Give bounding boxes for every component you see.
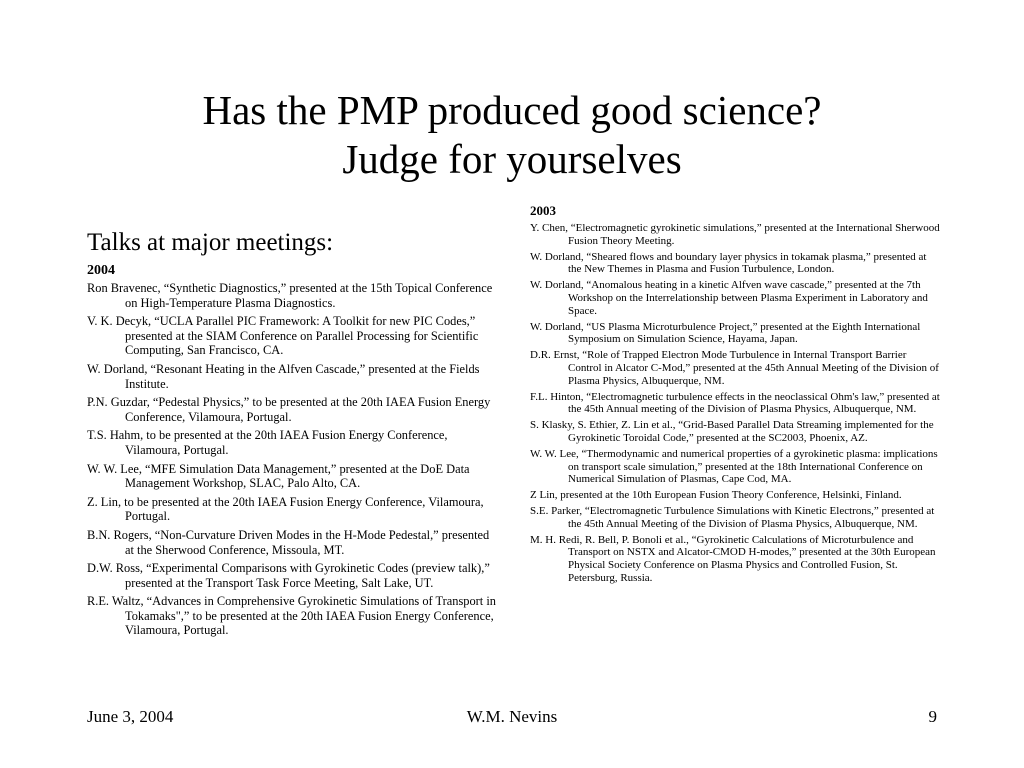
reference-item: Ron Bravenec, “Synthetic Diagnostics,” presented at the 15th Topical Conference on High-Temperature Plasma Diagnostics. — [87, 281, 493, 310]
reference-item: Z. Lin, to be presented at the 20th IAEA Fusion Energy Conference, Vilamoura, Portugal. — [87, 494, 484, 524]
reference-item: W. Dorland, “US Plasma Microturbulence Project,” presented at the Eighth International Symposium on Simulation Science, Hayama, Japan. — [530, 320, 921, 346]
footer-author: W.M. Nevins — [466, 707, 558, 726]
slide-title-line-1: Has the PMP produced good science? — [202, 87, 822, 133]
reference-item: T.S. Hahm, to be presented at the 20th IAEA Fusion Energy Conference, Vilamoura, Portugal. — [87, 428, 448, 457]
footer-date: June 3, 2004 — [87, 707, 174, 726]
slide-title-line-2: Judge for yourselves — [342, 136, 682, 182]
reference-item: M. H. Redi, R. Bell, P. Bonoli et al., “Gyrokinetic Calculations of Microturbulence and Transport on NSTX and Alcator-CMOD H-modes,” presented at the 30th European Physical Society Conference on Plasma Physics and Controlled Fusion, St. Petersburg, Russia. — [530, 533, 936, 584]
reference-item: W. Dorland, “Resonant Heating in the Alfven Cascade,” presented at the Fields Institute. — [87, 361, 480, 391]
reference-item: B.N. Rogers, “Non-Curvature Driven Modes in the H-Mode Pedestal,” presented at the Sherwood Conference, Missoula, MT. — [87, 527, 490, 557]
reference-item: F.L. Hinton, “Electromagnetic turbulence effects in the neoclassical Ohm's law,” presented at the 45th Annual meeting of the Division of Plasma Physics, Albuquerque, NM. — [530, 390, 940, 416]
reference-item: S. Klasky, S. Ethier, Z. Lin et al., “Grid-Based Parallel Data Streaming implemented for the Gyrokinetic Toroidal Code,” presented at the SC2003, Phoenix, AZ. — [530, 419, 934, 444]
left-column — [87, 228, 497, 642]
reference-item: W. Dorland, “Anomalous heating in a kinetic Alfven wave cascade,” presented at the 7th Workshop on the Interrelationship between Plasma Experiment in Laboratory and Space. — [530, 279, 928, 317]
reference-item: R.E. Waltz, “Advances in Comprehensive Gyrokinetic Simulations of Transport in Tokamaks",” to be presented at the 20th IAEA Fusion Energy Conference, Vilamoura, Portugal. — [87, 594, 496, 638]
slide-footer — [0, 707, 1024, 735]
year-heading-2003: 2003 — [530, 203, 556, 218]
reference-item: Z Lin, presented at the 10th European Fusion Theory Conference, Helsinki, Finland. — [530, 489, 902, 502]
reference-item: D.W. Ross, “Experimental Comparisons with Gyrokinetic Codes (preview talk),” presented at the Transport Task Force Meeting, Salt Lake, UT. — [87, 561, 490, 590]
reference-item: W. W. Lee, “Thermodynamic and numerical properties of a gyrokinetic plasma: implications on transport scale simulation,” presented at the 18th International Conference on Numerical Simulation of Plasmas, Cape Cod, MA. — [530, 447, 938, 486]
reference-list-2003 — [530, 222, 942, 585]
slide-title — [0, 86, 1024, 184]
reference-item: S.E. Parker, “Electromagnetic Turbulence Simulations with Kinetic Electrons,” presented at the 45th Annual Meeting of the Division of Plasma Physics, Albuquerque, NM. — [530, 504, 935, 530]
reference-item: V. K. Decyk, “UCLA Parallel PIC Framework: A Toolkit for new PIC Codes,” presented at the SIAM Conference on Parallel Processing for Scientific Computing, San Francisco, CA. — [87, 314, 479, 358]
reference-item: W. Dorland, “Sheared flows and boundary layer physics in tokamak plasma,” presented at the New Themes in Plasma and Fusion Turbulence, London. — [530, 250, 927, 276]
year-heading-2004: 2004 — [87, 263, 115, 278]
reference-item: D.R. Ernst, “Role of Trapped Electron Mode Turbulence in Internal Transport Barrier Control in Alcator C-Mod,” presented at the 45th Annual Meeting of the Division of Plasma Physics, Albuquerque, NM. — [530, 349, 939, 387]
reference-list-2004 — [87, 281, 497, 638]
right-column — [530, 203, 942, 588]
reference-item: W. W. Lee, “MFE Simulation Data Management,” presented at the DoE Data Management Workshop, SLAC, Palo Alto, CA. — [87, 461, 470, 491]
reference-item: Y. Chen, “Electromagnetic gyrokinetic simulations,” presented at the International Sherwood Fusion Theory Meeting. — [530, 222, 940, 247]
reference-item: P.N. Guzdar, “Pedestal Physics,” to be presented at the 20th IAEA Fusion Energy Conference, Vilamoura, Portugal. — [87, 395, 491, 424]
page-number: 9 — [928, 707, 937, 726]
section-heading: Talks at major meetings: — [87, 229, 334, 256]
